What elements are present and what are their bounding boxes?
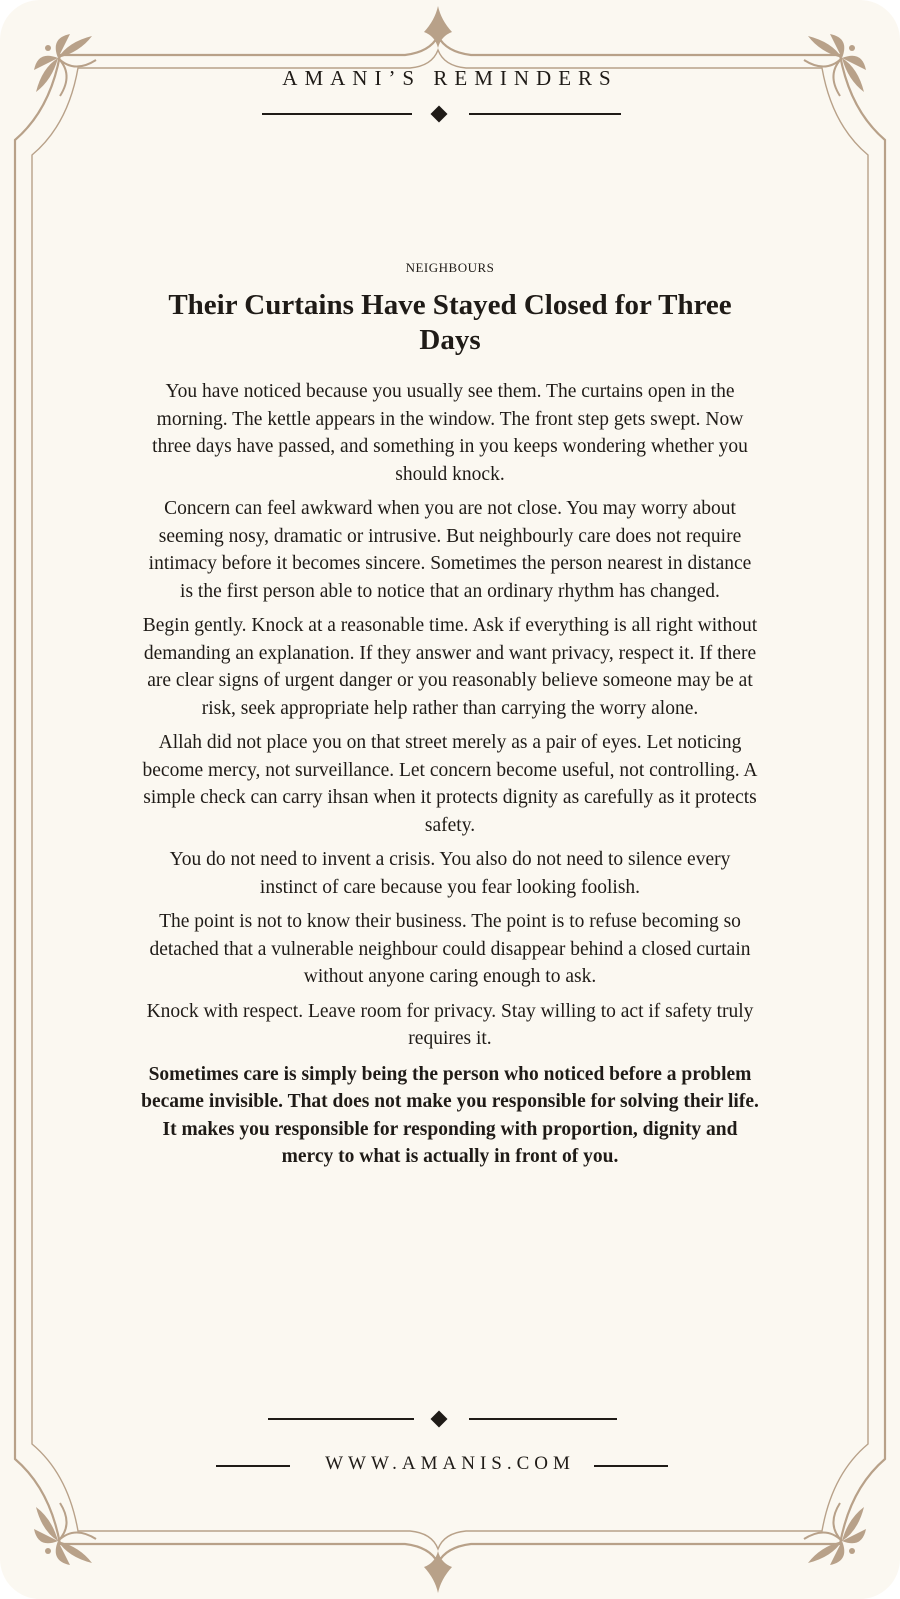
article-paragraph: Begin gently. Knock at a reasonable time. Ask if everything is all right without demanding an explanation. If they answer and want privacy, respect it. If there are clear signs of urgent danger or you reasonably believe someone may be at risk, seek appropriate help rather than carrying the worry alone. — [142, 615, 758, 719]
article-paragraph: You have noticed because you usually see them. The curtains open in the morning. The kettle appears in the window. The front step gets swept. Now three days have passed, and something in you keeps wondering whether you should knock. — [152, 381, 748, 485]
footer-rule-left — [268, 1418, 414, 1420]
star-ornament-icon — [424, 6, 452, 48]
article-paragraph: Allah did not place you on that street merely as a pair of eyes. Let noticing become mercy, not surveillance. Let concern become useful, not controlling. A simple check can carry ihsan when it protects dignity as carefully as it protects safety. — [142, 732, 758, 836]
article-paragraph: The point is not to know their business. The point is to refuse becoming so detached that a vulnerable neighbour could disappear behind a closed curtain without anyone caring enough to ask. — [149, 911, 751, 987]
footer-rule-right — [469, 1418, 617, 1420]
article-closing: Sometimes care is simply being the person who noticed before a problem became invisible. That does not make you responsible for solving their life. It makes you responsible for responding with proportion, dignity and mercy to what is actually in front of you. — [141, 1063, 759, 1167]
article-paragraph: You do not need to invent a crisis. You also do not need to silence every instinct of care because you fear looking foolish. — [169, 849, 731, 898]
footer-url-rule-right — [594, 1465, 668, 1467]
brand-title: AMANI’S REMINDERS — [282, 66, 618, 90]
star-ornament-icon — [424, 1551, 452, 1593]
header-rule-right — [469, 113, 621, 115]
article-body — [140, 378, 760, 1178]
article-category: NEIGHBOURS — [405, 260, 495, 275]
header-rule-left — [262, 113, 412, 115]
corner-flourish-icon — [804, 1503, 866, 1565]
article-paragraph: Knock with respect. Leave room for privacy. Stay willing to act if safety truly requires it. — [146, 1000, 754, 1049]
article-title: Their Curtains Have Stayed Closed for Three Days — [168, 289, 732, 356]
corner-flourish-icon — [34, 1503, 96, 1565]
footer-url-link[interactable]: WWW.AMANIS.COM — [325, 1453, 575, 1474]
article-paragraph: Concern can feel awkward when you are not close. You may worry about seeming nosy, dramatic or intrusive. But neighbourly care does not require intimacy before it becomes sincere. Sometimes the person nearest in distance is the first person able to notice that an ordinary rhythm has changed. — [148, 498, 752, 602]
